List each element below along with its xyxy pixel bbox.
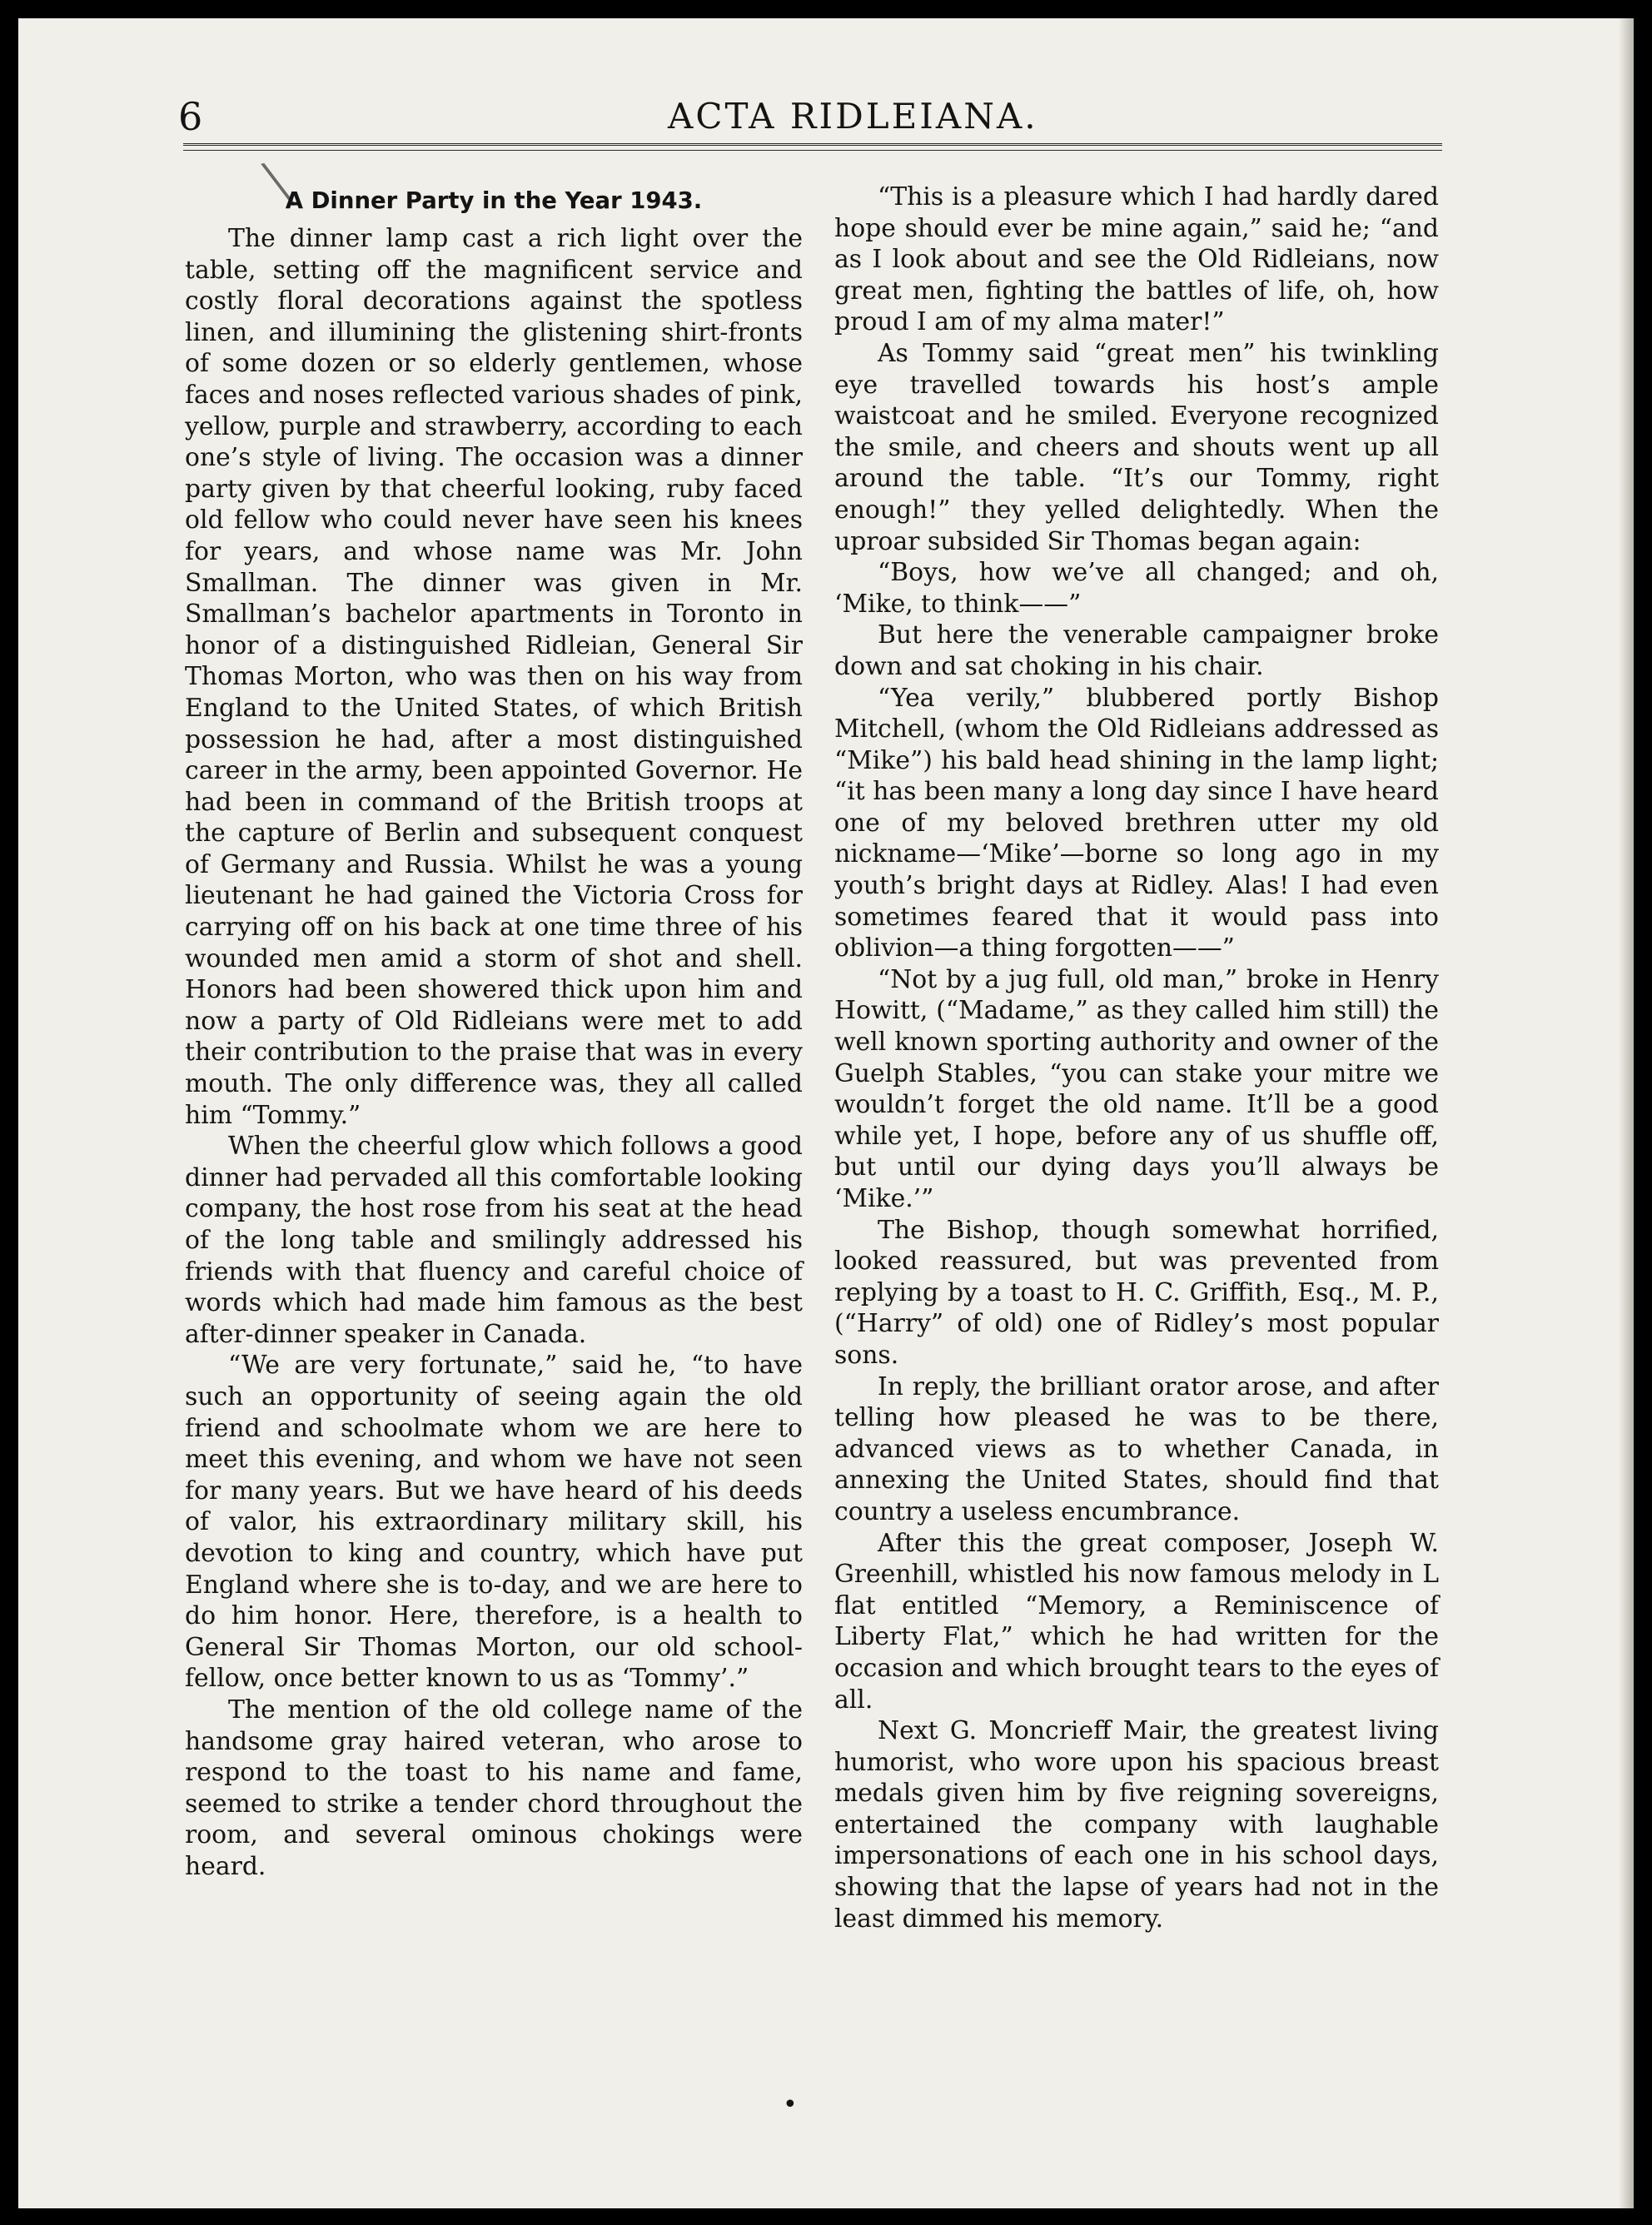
paragraph: Next G. Moncrieff Mair, the greatest living humorist, who wore upon his spacious breast medals given him by five reigning sovereigns, entertained the company with laughable impersonations of each one in his school days, showing that the lapse of years had not in the least dimmed his memory. <box>834 1716 1439 1934</box>
running-head: ACTA RIDLEIANA. <box>668 96 1038 137</box>
header-rule <box>183 143 1442 151</box>
page-edge-shadow <box>1619 18 1634 2208</box>
paragraph: The mention of the old college name of the handsome gray haired veteran, who arose to respond to the toast to his name and fame, seemed to strike a tender chord throughout the room, and several ominous chokings were heard. <box>185 1695 803 1881</box>
paragraph: “We are very fortunate,” said he, “to have such an opportunity of seeing again the old friend and schoolmate whom we are here to meet this evening, and whom we have not seen for many years. But we have heard of his deeds of valor, his extraordinary military skill, his devotion to king and country, which have put England where she is to-day, and we are here to do him honor. Here, therefore, is a health to General Sir Thomas Morton, our old school-fellow, once better known to us as ‘Tommy’.” <box>185 1351 803 1694</box>
article-title: A Dinner Party in the Year 1943. <box>285 187 703 214</box>
paragraph: But here the venerable campaigner broke down and sat choking in his chair. <box>834 620 1439 681</box>
scanned-page <box>18 18 1634 2208</box>
paragraph: When the cheerful glow which follows a good dinner had pervaded all this comfortable looking company, the host rose from his seat at the head of the long table and smilingly addressed his friends with that fluency and careful choice of words which had made him famous as the best after-dinner speaker in Canada. <box>185 1132 803 1349</box>
left-column <box>185 182 803 1882</box>
paragraph: As Tommy said “great men” his twinkling eye travelled towards his host’s ample waistcoat and he smiled. Everyone recognized the smile, and cheers and shouts went up all around the table. “It’s our Tommy, right enough!” they yelled delightedly. When the uproar subsided Sir Thomas began again: <box>834 338 1439 556</box>
paragraph: “Yea verily,” blubbered portly Bishop Mitchell, (whom the Old Ridleians addressed as “Mike”) his bald head shining in the lamp light; “it has been many a long day since I have heard one of my beloved brethren utter my old nickname—‘Mike’—borne so long ago in my youth’s bright days at Ridley. Alas! I had even sometimes feared that it would pass into oblivion—a thing forgotten——” <box>834 683 1439 963</box>
ink-speck: • <box>783 2090 798 2119</box>
paragraph: The Bishop, though somewhat horrified, looked reassured, but was prevented from replying by a toast to H. C. Griffith, Esq., M. P., (“Harry” of old) one of Ridley’s most popular sons. <box>834 1215 1439 1370</box>
pencil-mark: ╲ <box>262 159 295 211</box>
paragraph: “Not by a jug full, old man,” broke in Henry Howitt, (“Madame,” as they called him still) the well known sporting authority and owner of the Guelph Stables, “you can stake your mitre we wouldn’t forget the old name. It’ll be a good while yet, I hope, before any of us shuffle off, but until our dying days you’ll always be ‘Mike.’” <box>834 964 1439 1213</box>
paragraph: In reply, the brilliant orator arose, and after telling how pleased he was to be there, advanced views as to whether Canada, in annexing the United States, should find that country a useless encumbrance. <box>834 1371 1439 1526</box>
right-column <box>834 182 1439 1934</box>
paragraph: “This is a pleasure which I had hardly dared hope should ever be mine again,” said he; “and as I look about and see the Old Ridleians, now great men, fighting the battles of life, oh, how proud I am of my alma mater!” <box>834 182 1439 337</box>
paragraph: “Boys, how we’ve all changed; and oh, ‘Mike, to think——” <box>834 558 1439 619</box>
page-number: 6 <box>178 94 203 139</box>
paragraph: The dinner lamp cast a rich light over the table, setting off the magnificent service and costly floral decorations against the spotless linen, and illumining the glistening shirt-fronts of some dozen or so elderly gentlemen, whose faces and noses reflected various shades of pink, yellow, purple and strawberry, according to each one’s style of living. The occasion was a dinner party given by that cheerful looking, ruby faced old fellow who could never have seen his knees for years, and whose name was Mr. John Smallman. The dinner was given in Mr. Smallman’s bachelor apartments in Toronto in honor of a distinguished Ridleian, General Sir Thomas Morton, who was then on his way from England to the United States, of which British possession he had, after a most distinguished career in the army, been appointed Governor. He had been in command of the British troops at the capture of Berlin and subsequent conquest of Germany and Russia. Whilst he was a young lieutenant he had gained the Victoria Cross for carrying off on his back at one time three of his wounded men amid a storm of shot and shell. Honors had been showered thick upon him and now a party of Old Ridleians were met to add their contribution to the praise that was in every mouth. The only difference was, they all called him “Tommy.” <box>185 224 803 1130</box>
paragraph: After this the great composer, Joseph W. Greenhill, whistled his now famous melody in L flat entitled “Memory, a Reminiscence of Liberty Flat,” which he had written for the occasion and which brought tears to the eyes of all. <box>834 1528 1439 1715</box>
